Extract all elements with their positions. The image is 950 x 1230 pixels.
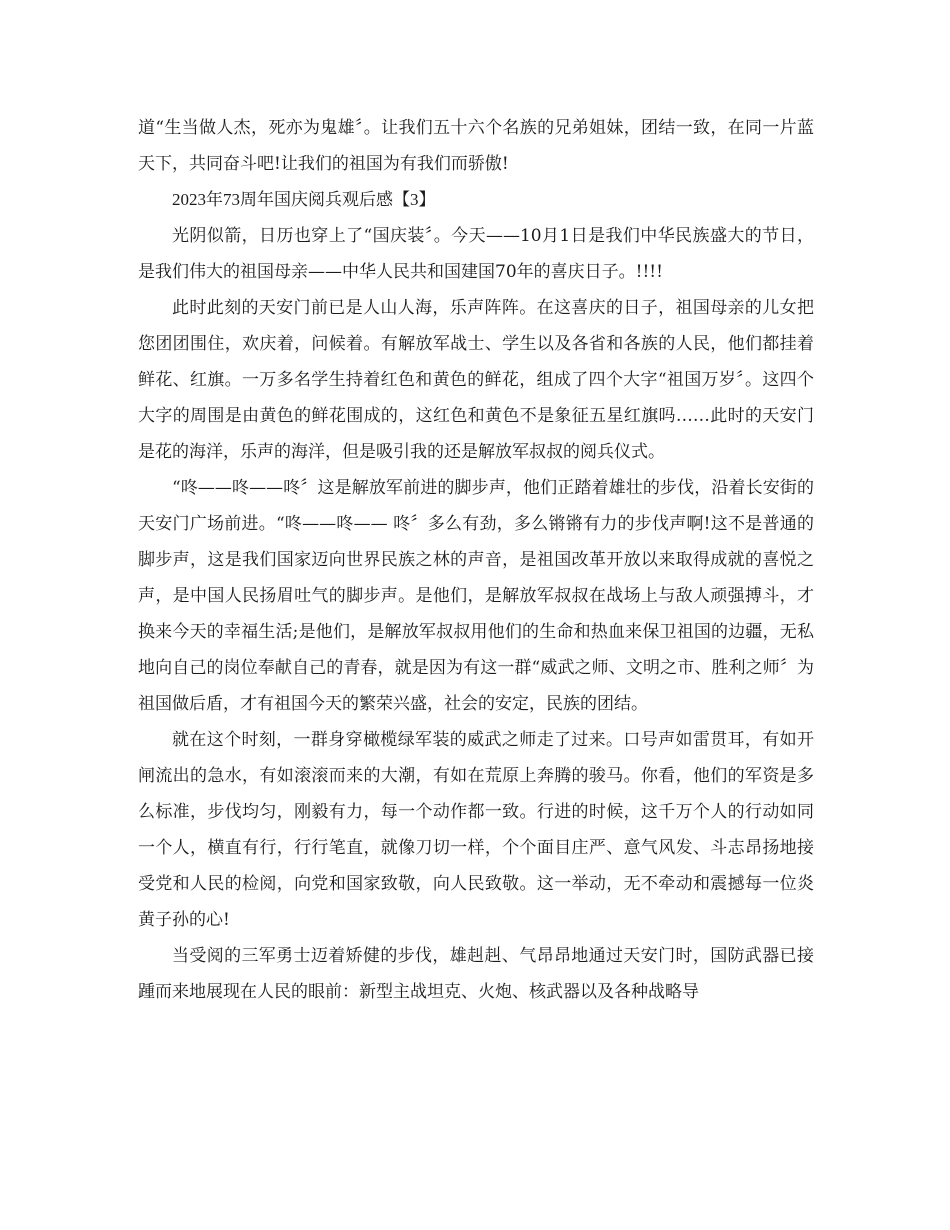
section-heading: 2023年73周年国庆阅兵观后感【3】 <box>172 190 436 209</box>
document-body <box>138 110 814 1010</box>
paragraph-5: 就在这个时刻，一群身穿橄榄绿军装的威武之师走了过来。口号声如雷贯耳，有如开闸流出的急水，有如滚滚而来的大潮，有如在荒原上奔腾的骏马。你看，他们的军资是多么标准，步伐均匀，刚毅有力，每一个动作都一致。行进的时候，这千万个人的行动如同一个人，横直有行，行行笔直，就像刀切一样，个个面目庄严、意气风发、斗志昂扬地接受党和人民的检阅，向党和国家致敬，向人民致敬。这一举动，无不牵动和震撼每一位炎黄子孙的心! <box>138 730 814 930</box>
paragraph-4: “咚——咚——咚〞这是解放军前进的脚步声，他们正踏着雄壮的步伐，沿着长安街的天安门广场前进。“咚——咚—— 咚〞多么有劲，多么锵锵有力的步伐声啊!这不是普通的脚步声，这是我们国家迈向世界民族之林的声音，是祖国改革开放以来取得成就的喜悦之声，是中国人民扬眉吐气的脚步声。是他们，是解放军叔叔在战场上与敌人顽强搏斗，才换来今天的幸福生活;是他们，是解放军叔叔用他们的生命和热血来保卫祖国的边疆，无私地向自己的岗位奉献自己的青春，就是因为有这一群“威武之师、文明之市、胜利之师〞为祖国做后盾，才有祖国今天的繁荣兴盛，社会的安定，民族的团结。 <box>138 478 814 714</box>
paragraph-1: 道“生当做人杰，死亦为鬼雄〞。让我们五十六个名族的兄弟姐妹，团结一致，在同一片蓝天下，共同奋斗吧!让我们的祖国为有我们而骄傲! <box>138 118 814 174</box>
paragraph-2: 光阴似箭，日历也穿上了“国庆装〞。今天——10月1日是我们中华民族盛大的节日，是我们伟大的祖国母亲——中华人民共和国建国70年的喜庆日子。!!!! <box>138 226 814 282</box>
paragraph-6: 当受阅的三军勇士迈着矫健的步伐，雄赳赳、气昂昂地通过天安门时，国防武器已接踵而来地展现在人民的眼前：新型主战坦克、火炮、核武器以及各种战略导 <box>138 946 814 1002</box>
paragraph-3: 此时此刻的天安门前已是人山人海，乐声阵阵。在这喜庆的日子，祖国母亲的儿女把您团团围住，欢庆着，问候着。有解放军战士、学生以及各省和各族的人民，他们都挂着鲜花、红旗。一万多名学生持着红色和黄色的鲜花，组成了四个大字“祖国万岁〞。这四个大字的周围是由黄色的鲜花围成的，这红色和黄色不是象征五星红旗吗……此时的天安门是花的海洋，乐声的海洋，但是吸引我的还是解放军叔叔的阅兵仪式。 <box>138 298 814 462</box>
